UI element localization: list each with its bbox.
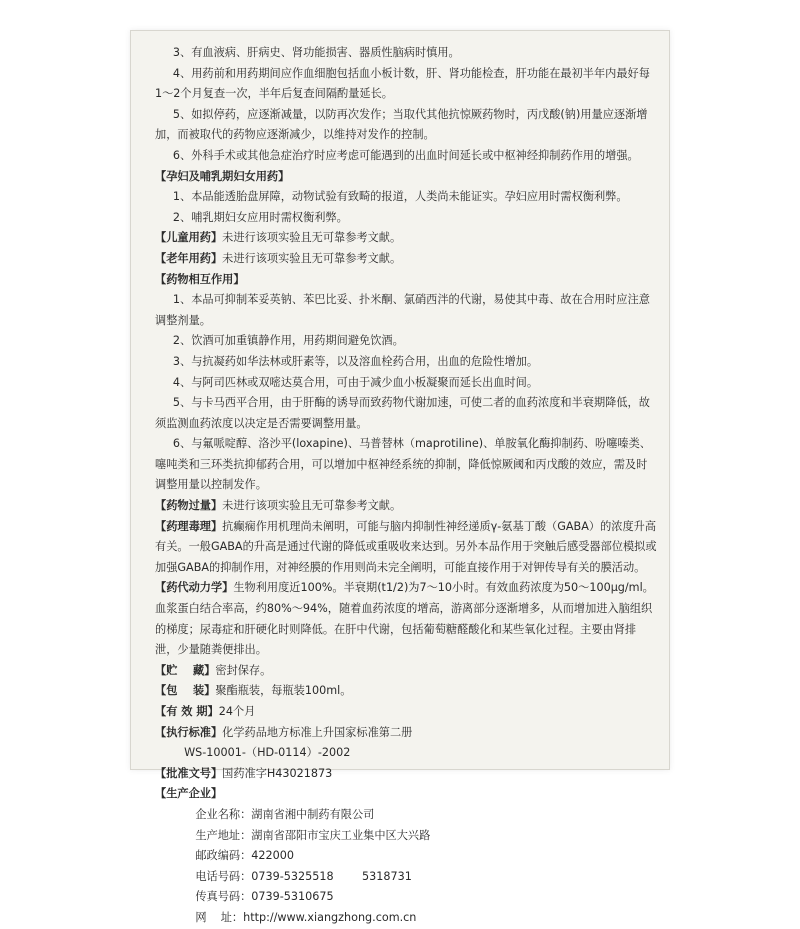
validity-text: 24个月 — [218, 705, 256, 718]
manufacturer-postcode-row — [155, 846, 657, 867]
overdose-label: 【药物过量】 — [155, 499, 223, 513]
overdose-section — [155, 496, 657, 517]
manufacturer-name: 湖南省湘中制药有限公司 — [251, 807, 375, 821]
manufacturer-name-label: 企业名称： — [195, 807, 252, 821]
children-label: 【儿童用药】 — [155, 231, 223, 245]
approval-text: 国药准字H43021873 — [222, 766, 333, 780]
manufacturer-address-label: 生产地址： — [195, 828, 252, 842]
elderly-label: 【老年用药】 — [155, 251, 223, 265]
standard-text: 化学药品地方标准上升国家标准第二册 — [222, 725, 413, 739]
pharmacokinetics-section — [155, 578, 657, 660]
storage-label: 【贮 藏】 — [155, 663, 216, 677]
manufacturer-postcode-label: 邮政编码： — [195, 849, 252, 863]
leaflet-page — [130, 30, 670, 924]
manufacturer-address: 湖南省邵阳市宝庆工业集中区大兴路 — [251, 828, 431, 842]
interaction-item-4: 4、与阿司匹林或双嘧达莫合用，可由于减少血小板凝聚而延长出血时间。 — [172, 375, 539, 389]
standard-code: WS-10001-（HD-0114）-2002 — [184, 746, 351, 760]
pharmacokinetics-label: 【药代动力学】 — [155, 581, 234, 595]
elderly-text: 未进行该项实验且无可靠参考文献。 — [222, 251, 402, 265]
precaution-item-4: 4、用药前和用药期间应作血细胞包括血小板计数，肝、肾功能检查，肝功能在最初半年内最好每1～2个月复查一次，半年后复查间隔酌量延长。 — [155, 66, 650, 101]
manufacturer-web-row — [155, 908, 657, 929]
pregnancy-heading: 【孕妇及哺乳期妇女用药】 — [155, 169, 290, 183]
interaction-item-6: 6、与氟哌啶醇、洛沙平(loxapine)、马普替林（maprotiline)、单胺氧化酶抑制药、吩噻嗪类、噻吨类和三环类抗抑郁药合用，可以增加中枢神经系统的抑制，降低惊厥阈和丙戊酸的效应，需及时调整用量以控制发作。 — [155, 437, 651, 492]
pregnancy-item-2: 2、哺乳期妇女应用时需权衡利弊。 — [172, 210, 348, 224]
manufacturer-name-row — [155, 805, 657, 826]
pharmacology-text: 抗癫痫作用机理尚未阐明，可能与脑内抑制性神经递质γ-氨基丁酸（GABA）的浓度升高有关。一般GABA的升高是通过代谢的降低或重吸收来达到。另外本品作用于突触后感受器部位模拟或加强GABA的抑制作用，对神经膜的作用则尚未完全阐明，可能直接作用于对钾传导有关的膜活动。 — [155, 519, 657, 574]
precaution-item-5: 5、如拟停药，应逐渐减量，以防再次发作；当取代其他抗惊厥药物时，丙戊酸(钠)用量应逐渐增加，而被取代的药物应逐渐减少，以维持对发作的控制。 — [155, 107, 648, 142]
interactions-heading: 【药物相互作用】 — [155, 272, 245, 286]
manufacturer-postcode: 422000 — [251, 849, 294, 863]
children-section — [155, 228, 657, 249]
validity-row — [155, 702, 657, 723]
package-label: 【包 装】 — [155, 684, 216, 698]
manufacturer-fax-row — [155, 887, 657, 908]
manufacturer-phone-row — [155, 867, 657, 888]
children-text: 未进行该项实验且无可靠参考文献。 — [222, 231, 402, 245]
approval-label: 【批准文号】 — [155, 766, 223, 780]
interaction-item-2: 2、饮酒可加重镇静作用，用药期间避免饮酒。 — [172, 334, 404, 348]
pharmacokinetics-text: 生物利用度近100%。半衰期(t1/2)为7～10小时。有效血药浓度为50～100μg/ml。血浆蛋白结合率高，约80%～94%，随着血药浓度的增高，游离部分逐渐增多，从而增加进入脑组织的梯度；尿毒症和肝硬化时则降低。在肝中代谢，包括葡萄糖醛酸化和某些氧化过程。主要由肾排泄，少量随粪便排出。 — [155, 581, 654, 657]
pregnancy-item-1: 1、本品能透胎盘屏障，动物试验有致畸的报道，人类尚未能证实。孕妇应用时需权衡利弊。 — [172, 190, 628, 204]
elderly-section — [155, 249, 657, 270]
precaution-item-6: 6、外科手术或其他急症治疗时应考虑可能遇到的出血时间延长或中枢神经抑制药作用的增强。 — [172, 148, 639, 162]
validity-label: 【有 效 期】 — [155, 705, 219, 718]
standard-row — [155, 723, 657, 744]
manufacturer-address-row — [155, 826, 657, 847]
interaction-item-5: 5、与卡马西平合用，由于肝酶的诱导而致药物代谢加速，可使二者的血药浓度和半衰期降低，故须监测血药浓度以决定是否需要调整用量。 — [155, 396, 650, 430]
storage-row — [155, 661, 657, 682]
manufacturer-fax: 0739-5310675 — [251, 890, 334, 904]
interaction-item-3: 3、与抗凝药如华法林或肝素等，以及溶血栓药合用，出血的危险性增加。 — [172, 354, 539, 368]
pharmacology-label: 【药理毒理】 — [155, 519, 223, 533]
precaution-item-3: 3、有血液病、肝病史、肾功能损害、器质性脑病时慎用。 — [172, 46, 460, 59]
manufacturer-web-link[interactable]: http://www.xiangzhong.com.cn — [243, 910, 417, 924]
pharmacology-section — [155, 517, 657, 579]
storage-text: 密封保存。 — [215, 663, 272, 677]
approval-row — [155, 764, 657, 785]
manufacturer-phone: 0739-5325518 5318731 — [251, 869, 412, 883]
overdose-text: 未进行该项实验且无可靠参考文献。 — [222, 499, 402, 513]
interaction-item-1: 1、本品可抑制苯妥英钠、苯巴比妥、扑米酮、氯硝西泮的代谢，易使其中毒、故在合用时应注意调整剂量。 — [155, 293, 650, 327]
standard-label: 【执行标准】 — [155, 725, 223, 739]
manufacturer-phone-label: 电话号码： — [195, 869, 252, 883]
package-text: 聚酯瓶装，每瓶装100ml。 — [215, 684, 352, 698]
package-row — [155, 681, 657, 702]
manufacturer-web-label: 网 址： — [195, 910, 244, 924]
manufacturer-fax-label: 传真号码： — [195, 890, 252, 904]
manufacturer-heading: 【生产企业】 — [155, 787, 223, 801]
